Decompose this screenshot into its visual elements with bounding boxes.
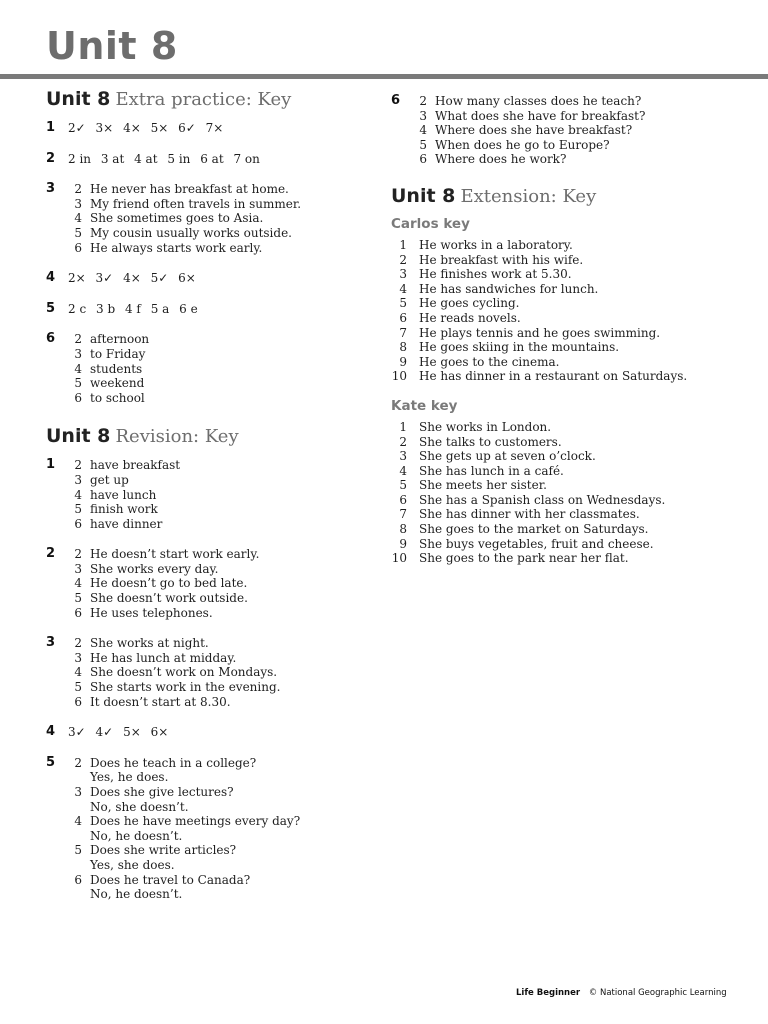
answer-list [413, 94, 751, 167]
answer: 5× [150, 121, 169, 135]
item-number: 6 [74, 240, 82, 255]
answer: 2 in [68, 151, 92, 166]
item-number: 3 [74, 561, 82, 576]
item-number: 3 [399, 267, 407, 282]
section-key-label: Extension: Key [460, 185, 597, 207]
question-text: Does he travel to Canada? [90, 872, 251, 887]
item-number: 6 [399, 492, 407, 507]
list-item [68, 391, 366, 406]
item-number: 2 [399, 252, 407, 267]
list-item [391, 537, 751, 552]
list-item [413, 109, 751, 124]
item-number: 5 [399, 478, 407, 493]
exercise-number: 6 [391, 93, 401, 108]
item-number: 2 [74, 547, 82, 562]
item-text: weekend [90, 376, 145, 391]
exercise-number: 6 [46, 331, 56, 347]
item-number: 2 [419, 94, 427, 108]
item-number: 3 [419, 108, 427, 123]
item-text: She doesn’t work outside. [90, 591, 248, 606]
question-text: Does she give lectures? [90, 785, 234, 799]
item-text: She gets up at seven o’clock. [419, 449, 596, 464]
question-text: Does he have meetings every day? [90, 814, 301, 829]
list-item [68, 473, 366, 488]
list-item [68, 562, 366, 577]
inline-answers [68, 271, 366, 286]
item-number: 4 [74, 665, 82, 680]
item-number: 6 [419, 152, 427, 167]
item-text: He always starts work early. [90, 240, 263, 255]
item-text: afternoon [90, 332, 150, 347]
answer: 3✓ [68, 725, 86, 740]
list-item [391, 493, 751, 508]
item-text: Where does he work? [435, 152, 567, 167]
list-item [391, 238, 751, 253]
answer: 2× [68, 271, 86, 286]
answer: 6 at [200, 151, 224, 166]
item-text: She works every day. [90, 561, 219, 576]
item-number: 2 [74, 458, 82, 473]
exercise-number: 5 [46, 754, 56, 770]
item-number: 5 [74, 591, 82, 606]
item-text: He goes skiing in the mountains. [419, 340, 620, 355]
list-item [391, 478, 751, 493]
carlos-key-title: Carlos key [391, 215, 470, 232]
item-text: When does he go to Europe? [435, 137, 610, 152]
list-item [68, 226, 366, 241]
extra-ex4 [46, 271, 366, 286]
extra-practice-heading [46, 90, 366, 109]
item-number: 4 [74, 576, 82, 591]
answer: 3✓ [95, 271, 114, 286]
list-item [68, 680, 366, 695]
list-item [68, 843, 366, 858]
answer: 4 at [134, 151, 158, 166]
item-number: 4 [74, 211, 82, 226]
item-text: He goes to the cinema. [419, 354, 560, 369]
item-text: He finishes work at 5.30. [419, 267, 572, 282]
answer-list [68, 458, 366, 531]
inline-answers [68, 725, 366, 740]
list-item [413, 138, 751, 153]
item-number: 6 [74, 390, 82, 405]
answer-text: No, he doesn’t. [90, 828, 183, 843]
list-item [68, 576, 366, 591]
right-column [391, 94, 751, 566]
extra-ex2 [46, 152, 366, 167]
extra-ex6 [46, 332, 366, 405]
list-item [68, 347, 366, 362]
item-text: He plays tennis and he goes swimming. [419, 325, 661, 340]
answer-text: Yes, she does. [90, 857, 175, 872]
copyright-text: © National Geographic Learning [588, 988, 727, 998]
item-text: She has a Spanish class on Wednesdays. [419, 492, 666, 507]
item-text: have dinner [90, 516, 163, 531]
question-text: Does she write articles? [90, 843, 237, 858]
item-number: 5 [74, 680, 82, 695]
answer-text: No, she doesn’t. [90, 799, 189, 814]
revision-ex1 [46, 458, 366, 531]
answer: 6✓ [178, 121, 196, 135]
item-number: 4 [399, 463, 407, 478]
item-number: 4 [399, 281, 407, 296]
item-text: It doesn’t start at 8.30. [90, 694, 231, 709]
list-item [391, 340, 751, 355]
list-item [413, 152, 751, 167]
revision-ex6 [391, 94, 751, 167]
exercise-number: 2 [46, 546, 56, 562]
list-item [391, 355, 751, 370]
item-text: She has dinner with her classmates. [419, 507, 640, 522]
list-item [391, 253, 751, 268]
item-number: 3 [74, 785, 82, 799]
list-item [391, 522, 751, 537]
list-item [68, 502, 366, 517]
answer: 6× [150, 725, 169, 740]
item-number: 6 [74, 872, 82, 887]
item-text: He works in a laboratory. [419, 237, 573, 252]
answer: 4✓ [95, 725, 114, 740]
list-item [68, 665, 366, 680]
extra-ex5 [46, 302, 366, 317]
item-text: He has dinner in a restaurant on Saturdays. [419, 369, 688, 384]
exercise-number: 4 [46, 724, 56, 740]
section-key-label: Extra practice: Key [115, 89, 292, 110]
answer-list [68, 756, 366, 902]
item-number: 6 [74, 605, 82, 620]
item-number: 5 [399, 296, 407, 311]
list-item [391, 326, 751, 341]
list-item [413, 94, 751, 109]
item-number: 3 [74, 472, 82, 487]
item-number: 2 [399, 434, 407, 449]
item-text: My cousin usually works outside. [90, 225, 292, 240]
answer: 4× [123, 271, 141, 286]
item-text: to school [90, 390, 145, 405]
answer: 5 in [167, 151, 191, 166]
extension-heading [391, 184, 751, 207]
revision-ex5 [46, 756, 366, 902]
item-text: She has lunch in a café. [419, 463, 564, 478]
item-number: 2 [74, 332, 82, 347]
item-text: He uses telephones. [90, 605, 213, 620]
list-item [391, 435, 751, 450]
list-item [68, 785, 366, 800]
revision-ex3 [46, 636, 366, 709]
item-number: 6 [74, 694, 82, 709]
inline-answers [68, 121, 366, 136]
item-text: She buys vegetables, fruit and cheese. [419, 536, 654, 551]
answer: 7 on [233, 151, 260, 166]
answer: 6× [178, 271, 196, 286]
item-number: 4 [74, 361, 82, 376]
item-number: 4 [74, 814, 82, 829]
exercise-number: 5 [46, 300, 56, 316]
product-name: Life Beginner [516, 988, 581, 998]
question-text: Does he teach in a college? [90, 755, 257, 770]
item-text: He has sandwiches for lunch. [419, 281, 599, 296]
list-item [68, 376, 366, 391]
answer: 5× [123, 725, 141, 740]
answer: 3× [95, 121, 114, 135]
list-item [391, 282, 751, 297]
item-text: She meets her sister. [419, 478, 547, 493]
item-text: He doesn’t go to bed late. [90, 576, 248, 591]
item-number: 8 [399, 522, 407, 537]
revision-ex4 [46, 725, 366, 740]
item-text: What does she have for breakfast? [435, 108, 646, 123]
answer: 2✓ [68, 121, 86, 135]
answer: 3 at [100, 151, 125, 166]
list-item [68, 873, 366, 888]
list-item [391, 267, 751, 282]
list-item [68, 241, 366, 256]
answer-text: Yes, he does. [90, 770, 169, 785]
revision-heading [46, 427, 366, 446]
list-item [68, 636, 366, 651]
carlos-key-list [391, 238, 751, 384]
item-text: He goes cycling. [419, 296, 520, 311]
item-number: 9 [399, 536, 407, 551]
item-text: He breakfast with his wife. [419, 252, 584, 267]
item-text: finish work [90, 502, 158, 517]
list-item [391, 420, 751, 435]
answer: 4 f [124, 301, 141, 316]
left-column [46, 90, 366, 918]
item-text: to Friday [90, 346, 146, 361]
list-item [68, 606, 366, 621]
item-number: 1 [399, 419, 407, 434]
item-text: She goes to the park near her flat. [419, 551, 629, 566]
item-text: She works at night. [90, 636, 209, 651]
item-number: 5 [74, 225, 82, 240]
list-item [68, 332, 366, 347]
item-text: He reads novels. [419, 310, 521, 325]
exercise-number: 1 [46, 457, 56, 473]
item-number: 10 [391, 369, 407, 384]
item-text: She talks to customers. [419, 434, 562, 449]
list-item [391, 369, 751, 384]
item-number: 2 [74, 755, 82, 770]
answer: 7× [205, 121, 224, 135]
item-text: She sometimes goes to Asia. [90, 211, 264, 226]
item-number: 5 [74, 376, 82, 391]
answer: 5 a [150, 301, 170, 316]
item-number: 5 [419, 137, 427, 152]
list-item [68, 651, 366, 666]
item-text: He has lunch at midday. [90, 650, 237, 665]
extra-ex1 [46, 121, 366, 136]
kate-key-list [391, 420, 751, 566]
list-item [68, 488, 366, 503]
list-item [68, 211, 366, 226]
answer-list [68, 547, 366, 620]
list-item [391, 464, 751, 479]
inline-answers [68, 302, 366, 317]
list-item [391, 296, 751, 311]
section-key-label: Revision: Key [115, 426, 239, 448]
list-item [413, 123, 751, 138]
answer: 6 e [179, 301, 198, 316]
header-rule [0, 74, 768, 79]
item-number: 2 [74, 182, 82, 197]
answer-list [68, 182, 366, 255]
list-item [68, 362, 366, 377]
answer-text: No, he doesn’t. [90, 887, 183, 902]
item-number: 1 [399, 237, 407, 252]
item-text: She works in London. [419, 419, 552, 434]
item-text: have breakfast [90, 458, 181, 473]
list-item [68, 591, 366, 606]
item-number: 6 [74, 516, 82, 531]
item-text: have lunch [90, 487, 157, 502]
page-title: Unit 8 [46, 24, 178, 68]
item-number: 9 [399, 354, 407, 369]
exercise-number: 3 [46, 181, 56, 197]
list-item [68, 182, 366, 197]
item-number: 2 [74, 636, 82, 651]
item-text: She doesn’t work on Mondays. [90, 665, 278, 680]
section-unit-label: Unit 8 [46, 425, 111, 448]
item-text: get up [90, 472, 129, 487]
inline-answers [68, 152, 366, 167]
item-text: My friend often travels in summer. [90, 196, 302, 211]
list-item [391, 311, 751, 326]
item-number: 4 [74, 487, 82, 502]
exercise-number: 2 [46, 150, 56, 166]
item-text: Where does she have breakfast? [435, 123, 633, 138]
item-number: 5 [74, 843, 82, 858]
list-item [68, 458, 366, 473]
item-number: 7 [399, 507, 407, 522]
item-number: 8 [399, 340, 407, 355]
item-number: 3 [74, 196, 82, 211]
section-unit-label: Unit 8 [391, 184, 456, 207]
list-item [68, 547, 366, 562]
list-item [391, 551, 751, 566]
answer: 3 b [96, 301, 116, 316]
answer: 2 c [68, 301, 87, 316]
item-text: He never has breakfast at home. [90, 182, 289, 197]
item-number: 5 [74, 502, 82, 517]
item-number: 7 [399, 325, 407, 340]
list-item [68, 517, 366, 532]
item-number: 4 [419, 123, 427, 138]
item-number: 6 [399, 310, 407, 325]
answer-list [68, 636, 366, 709]
revision-ex2 [46, 547, 366, 620]
list-item [68, 756, 366, 771]
list-item [391, 449, 751, 464]
item-text: She starts work in the evening. [90, 680, 281, 695]
section-unit-label: Unit 8 [46, 88, 111, 110]
item-text: He doesn’t start work early. [90, 547, 260, 562]
list-item [68, 695, 366, 710]
item-number: 3 [399, 449, 407, 464]
answer: 4× [123, 121, 141, 135]
answer: 5✓ [150, 271, 169, 286]
kate-key-title: Kate key [391, 397, 458, 414]
exercise-number: 3 [46, 635, 56, 651]
item-text: How many classes does he teach? [435, 94, 642, 108]
list-item [68, 197, 366, 212]
answer-list [68, 332, 366, 405]
item-number: 3 [74, 650, 82, 665]
page-footer [516, 988, 727, 998]
item-number: 10 [391, 551, 407, 566]
exercise-number: 4 [46, 270, 56, 286]
list-item [391, 507, 751, 522]
extra-ex3 [46, 182, 366, 255]
item-number: 3 [74, 346, 82, 361]
item-text: students [90, 361, 143, 376]
list-item [68, 814, 366, 829]
item-text: She goes to the market on Saturdays. [419, 522, 649, 537]
exercise-number: 1 [46, 120, 56, 135]
